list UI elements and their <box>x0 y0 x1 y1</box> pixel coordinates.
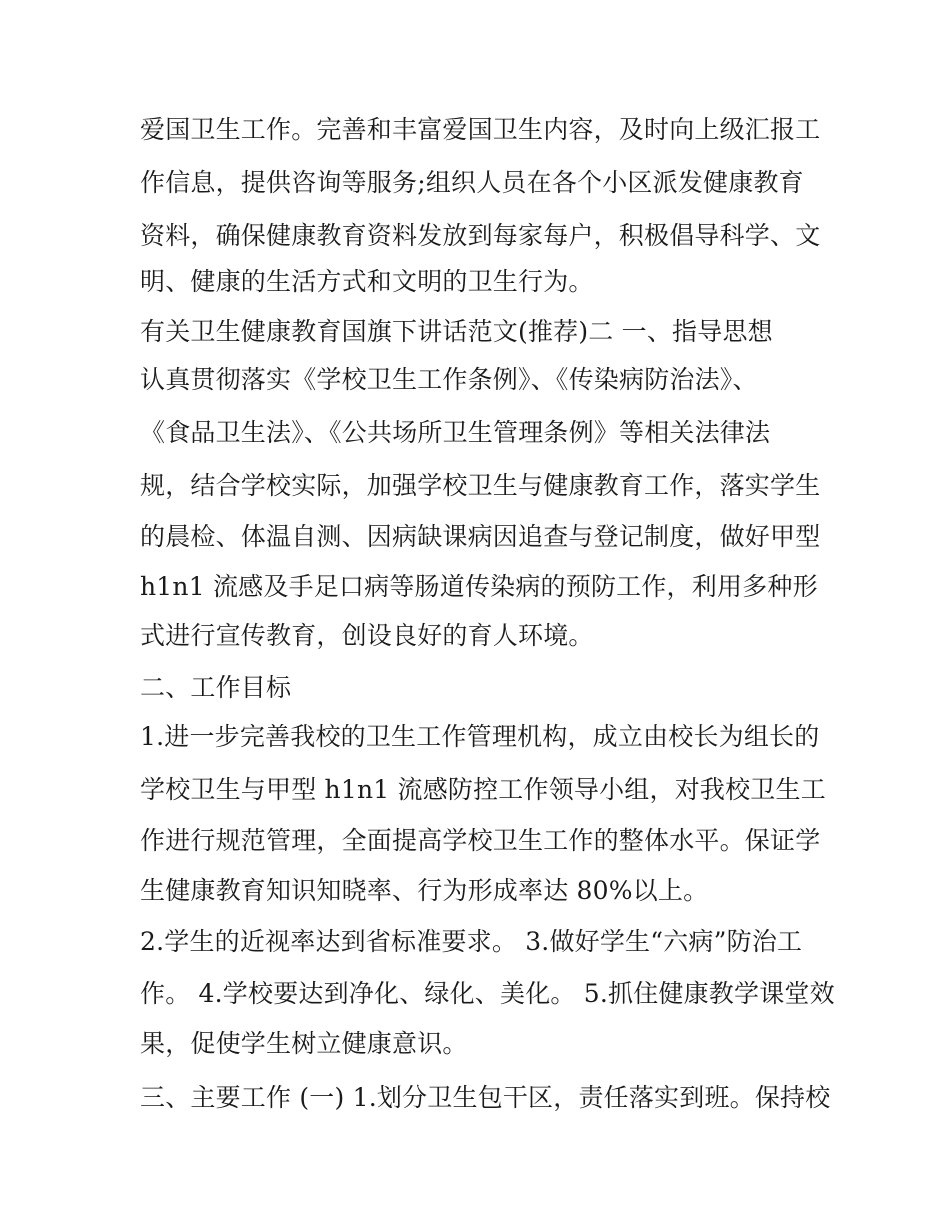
text-line: 学校卫生与甲型 h1n1 流感防控工作领导小组，对我校卫生工 <box>140 775 826 804</box>
text-line: h1n1 流感及手足口病等肠道传染病的预防工作，利用多种形 <box>140 572 818 601</box>
text-line: 的晨检、体温自测、因病缺课病因追查与登记制度，做好甲型 <box>140 522 821 551</box>
text-line: 作信息，提供咨询等服务;组织人员在各个小区派发健康教育 <box>140 168 804 197</box>
text-line: 生健康教育知识知晓率、行为形成率达 80%以上。 <box>140 876 709 905</box>
text-line: 爱国卫生工作。完善和丰富爱国卫生内容，及时向上级汇报工 <box>140 115 821 144</box>
text-line: 资料，确保健康教育资料发放到每家每户，积极倡导科学、文 <box>140 221 821 250</box>
text-line: 认真贯彻落实《学校卫生工作条例》、《传染病防治法》、 <box>140 365 758 394</box>
text-line: 1.进一步完善我校的卫生工作管理机构，成立由校长为组长的 <box>140 722 820 751</box>
text-line: 规，结合学校实际，加强学校卫生与健康教育工作，落实学生 <box>140 471 821 500</box>
text-line: 果，促使学生树立健康意识。 <box>140 1029 468 1058</box>
section-heading: 三、主要工作 (一) 1.划分卫生包干区，责任落实到班。保持校 <box>140 1083 831 1112</box>
text-line: 式进行宣传教育，创设良好的育人环境。 <box>140 621 594 650</box>
text-line: 作。 4.学校要达到净化、绿化、美化。 5.抓住健康教学课堂效 <box>140 979 835 1008</box>
text-line: 明、健康的生活方式和文明的卫生行为。 <box>140 267 594 296</box>
text-line: 《食品卫生法》、《公共场所卫生管理条例》等相关法律法 <box>140 418 771 447</box>
text-line: 2.学生的近视率达到省标准要求。 3.做好学生“六病”防治工 <box>140 927 803 956</box>
section-heading: 二、工作目标 <box>140 673 292 702</box>
section-heading: 有关卫生健康教育国旗下讲话范文(推荐)二 一、指导思想 <box>140 317 773 346</box>
text-line: 作进行规范管理，全面提高学校卫生工作的整体水平。保证学 <box>140 826 821 855</box>
